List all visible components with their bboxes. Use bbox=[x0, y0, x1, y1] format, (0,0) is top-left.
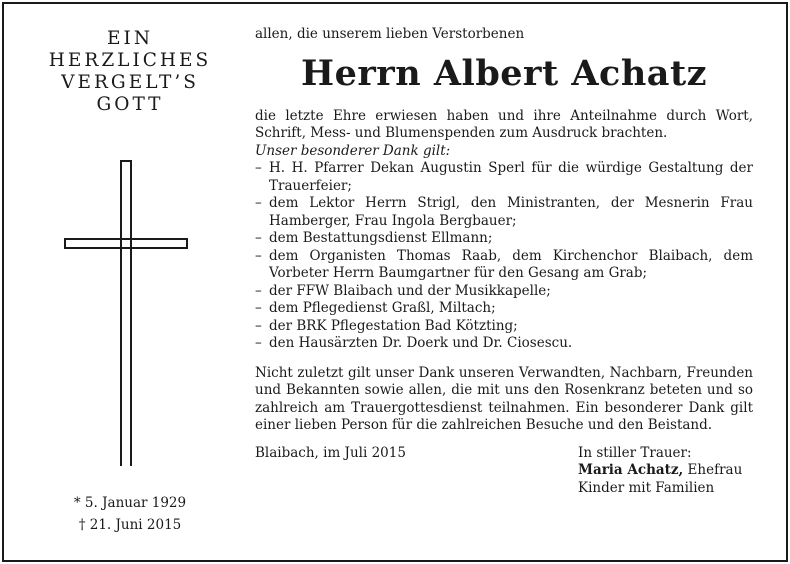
motto bbox=[30, 28, 230, 116]
mourners bbox=[578, 445, 742, 498]
motto-line: GOTT bbox=[96, 94, 164, 115]
place-date: Blaibach, im Juli 2015 bbox=[255, 444, 406, 461]
notice-text bbox=[255, 26, 753, 505]
list-item: – der FFW Blaibach und der Musikkapelle; bbox=[255, 283, 753, 301]
mourning-label: In stiller Trauer: bbox=[578, 444, 692, 461]
motto-line: VERGELT’S bbox=[61, 72, 199, 93]
list-item: – dem Organisten Thomas Raab, dem Kirchenchor Blaibach, dem Vorbeter Herrn Baumgartner für den Gesang am Grab; bbox=[255, 248, 753, 283]
death-date: † 21. Juni 2015 bbox=[78, 517, 182, 533]
mourner-family: Kinder mit Familien bbox=[578, 479, 715, 496]
left-column bbox=[30, 28, 230, 116]
gratitude-paragraph: die letzte Ehre erwiesen haben und ihre Anteilnahme durch Wort, Schrift, Mess- und Blumenspenden zum Ausdruck brachten. bbox=[255, 107, 753, 141]
list-item: – dem Lektor Herrn Strigl, den Ministranten, der Mesnerin Frau Hamberger, Frau Ingola Bergbauer; bbox=[255, 195, 753, 230]
thanks-heading: Unser besonderer Dank gilt: bbox=[255, 142, 451, 159]
list-item: – der BRK Pflegestation Bad Kötzting; bbox=[255, 318, 753, 336]
birth-date: * 5. Januar 1929 bbox=[73, 495, 187, 511]
intro-line: allen, die unserem lieben Verstorbenen bbox=[255, 26, 525, 42]
mourner-name: Maria Achatz, bbox=[578, 462, 684, 478]
motto-line: HERZLICHES bbox=[48, 50, 212, 71]
cross-icon bbox=[62, 158, 190, 468]
signature-row bbox=[255, 445, 753, 505]
list-item: – dem Pflegedienst Graßl, Miltach; bbox=[255, 300, 753, 318]
list-item: – dem Bestattungsdienst Ellmann; bbox=[255, 230, 753, 248]
closing-paragraph: Nicht zuletzt gilt unser Dank unseren Verwandten, Nachbarn, Freunden und Bekannten sowie allen, die mit uns den Rosenkranz beteten und so zahlreich am Trauergottesdienst teilnahmen. Ein besonderer Dank gilt einer lieben Person für die zahlreichen Besuche und den Beistand. bbox=[255, 364, 753, 433]
life-dates bbox=[40, 492, 220, 536]
deceased-name: Herrn Albert Achatz bbox=[301, 52, 707, 94]
mourner-relation: Ehefrau bbox=[683, 462, 743, 478]
thanks-list bbox=[255, 160, 753, 353]
motto-line: EIN bbox=[107, 28, 153, 49]
list-item: – H. H. Pfarrer Dekan Augustin Sperl für die würdige Gestaltung der Trauerfeier; bbox=[255, 160, 753, 195]
list-item: – den Hausärzten Dr. Doerk und Dr. Ciosescu. bbox=[255, 335, 753, 353]
mourner-line bbox=[578, 462, 742, 480]
